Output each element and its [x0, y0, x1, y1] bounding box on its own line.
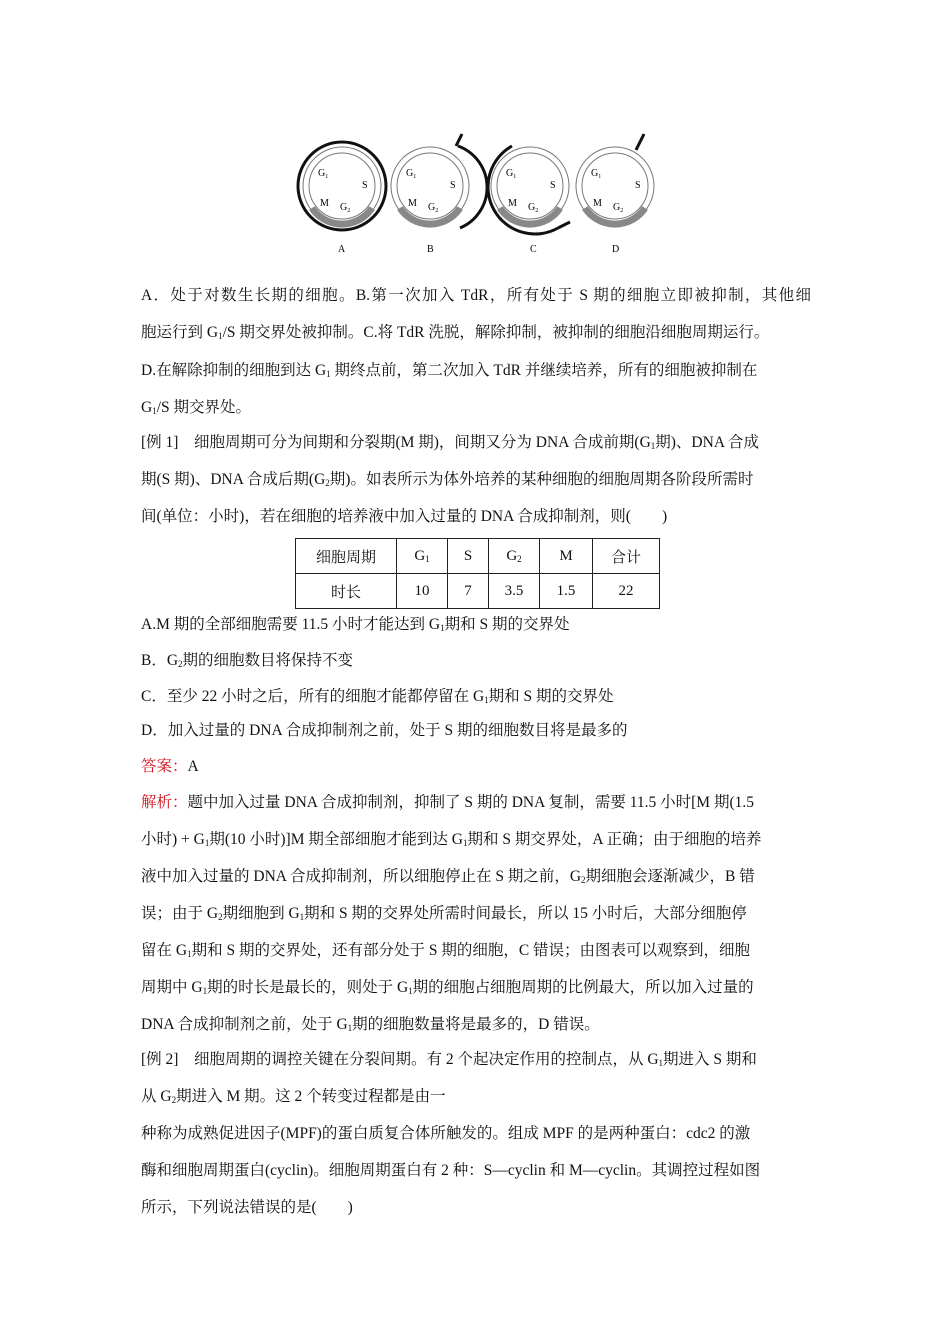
table-cell: 3.5 — [489, 574, 540, 609]
label-s: S — [550, 180, 556, 191]
table-cell: M — [540, 539, 593, 574]
answer-label: 答案： — [141, 758, 188, 775]
panel-label-c: C — [530, 244, 537, 255]
label-s: S — [635, 180, 641, 191]
panel-a-diagram — [298, 142, 386, 255]
cell-cycle-table — [295, 538, 660, 609]
label-m: M — [408, 198, 417, 209]
label-g2: $G_2$ — [428, 202, 439, 214]
table-cell: 细胞周期 — [296, 539, 397, 574]
table-cell: 10 — [397, 574, 448, 609]
example2-line-3: 种称为成熟促进因子(MPF)的蛋白质复合体所触发的。组成 MPF 的是两种蛋白：cdc2 的激 — [141, 1125, 751, 1142]
label-g2: $G_2$ — [340, 202, 351, 214]
label-g1: $G_1$ — [506, 168, 517, 180]
label-g1: $G_1$ — [591, 168, 602, 180]
label-g1-subscript: 1 — [413, 174, 417, 180]
analysis-line-6: 周期中 $G_1$期的时长是最长的，则处于 $G_1$期的细胞占细胞周期的比例最大，所以加入过量的 — [141, 979, 754, 996]
panel-label-a: A — [338, 244, 346, 255]
analysis-line-5: 留在 $G_1$期和 S 期的交界处，还有部分处于 S 期的细胞，C 错误；由图表可以观察到，细胞 — [141, 942, 751, 959]
table-header-row — [296, 539, 660, 574]
label-g2: $G_2$ — [613, 202, 624, 214]
label-m: M — [320, 198, 329, 209]
label-g1-subscript: 1 — [325, 174, 329, 180]
table-cell: S — [448, 539, 489, 574]
panel-label-b: B — [427, 244, 434, 255]
option-a: A.M 期的全部细胞需要 11.5 小时才能达到 $G_1$期和 S 期的交界处 — [141, 616, 570, 633]
intro-line-4: $G_1/S$ 期交界处。 — [141, 399, 252, 416]
label-g1: $G_1$ — [318, 168, 329, 180]
label-m: M — [593, 198, 602, 209]
analysis-line-3: 液中加入过量的 DNA 合成抑制剂，所以细胞停止在 S 期之前，$G_2$期细胞会逐渐减少，B 错 — [141, 868, 755, 885]
label-g2: $G_2$ — [528, 202, 539, 214]
analysis-line-2: 小时) + $G_1$期(10 小时)]M 期全部细胞才能到达 $G_1$期和 S 期交界处，A 正确；由于细胞的培养 — [141, 831, 762, 848]
label-g2-subscript: 2 — [435, 208, 439, 214]
table-cell: 时长 — [296, 574, 397, 609]
panel-b-diagram — [394, 134, 487, 255]
label-m: M — [508, 198, 517, 209]
intro-line-2: 胞运行到 $G_1/S$ 期交界处被抑制。C.将 TdR 洗脱，解除抑制，被抑制的细胞沿细胞周期运行。 — [141, 324, 770, 341]
cell-cycle-figure — [290, 128, 670, 258]
example2-line-4: 酶和细胞周期蛋白(cyclin)。细胞周期蛋白有 2 种：S—cyclin 和 M—cyclin。其调控过程如图 — [141, 1162, 761, 1179]
example1-line-3: 间(单位：小时)，若在细胞的培养液中加入过量的 DNA 合成抑制剂，则( ) — [141, 508, 668, 525]
label-g2-subscript: 2 — [347, 208, 351, 214]
table-cell: $G_2$ — [489, 539, 540, 574]
label-g1-subscript: 1 — [598, 174, 602, 180]
analysis-line-4: 误；由于 $G_2$期细胞到 $G_1$期和 S 期的交界处所需时间最长，所以 15 小时后，大部分细胞停 — [141, 905, 747, 922]
table-cell: 合计 — [593, 539, 660, 574]
answer — [141, 757, 199, 777]
option-c: C．至少 22 小时之后，所有的细胞才能都停留在 $G_1$期和 S 期的交界处 — [141, 688, 614, 705]
example2-line-2: 从 $G_2$期进入 M 期。这 2 个转变过程都是由一 — [141, 1088, 446, 1105]
analysis-label: 解析： — [141, 794, 188, 811]
example1-line-1: [例 1] 细胞周期可分为间期和分裂期(M 期)，间期又分为 DNA 合成前期($G_1$期)、DNA 合成 — [141, 434, 760, 451]
panel-label-d: D — [612, 244, 620, 255]
table-row — [296, 574, 660, 609]
label-g1: $G_1$ — [406, 168, 417, 180]
table-cell: 7 — [448, 574, 489, 609]
label-s: S — [450, 180, 456, 191]
example2-line-1: [例 2] 细胞周期的调控关键在分裂间期。有 2 个起决定作用的控制点，从 $G_1$期进入 S 期和 — [141, 1051, 757, 1068]
analysis-line-1: 解析：题中加入过量 DNA 合成抑制剂，抑制了 S 期的 DNA 复制，需要 11.5 小时[M 期(1.5 — [141, 794, 754, 811]
table-cell: 1.5 — [540, 574, 593, 609]
analysis-line-7: DNA 合成抑制剂之前，处于 $G_1$期的细胞数量将是最多的，D 错误。 — [141, 1016, 600, 1033]
panel-d-diagram — [579, 134, 651, 255]
example1-line-2: 期(S 期)、DNA 合成后期($G_2$期)。如表所示为体外培养的某种细胞的细胞周期各阶段所需时 — [141, 471, 754, 488]
table-cell: 22 — [593, 574, 660, 609]
label-g2-subscript: 2 — [620, 208, 624, 214]
intro-line-1: A．处于对数生长期的细胞。B.第一次加入 TdR，所有处于 S 期的细胞立即被抑制，其他细 — [141, 287, 811, 304]
answer-value: A — [187, 758, 199, 775]
label-g1-subscript: 1 — [513, 174, 517, 180]
label-g2-subscript: 2 — [535, 208, 539, 214]
label-s: S — [362, 180, 368, 191]
option-b: B．$G_2$期的细胞数目将保持不变 — [141, 652, 354, 669]
intro-line-3: D.在解除抑制的细胞到达 $G_1$ 期终点前，第二次加入 TdR 并继续培养，所有的细胞被抑制在 — [141, 362, 758, 379]
panel-c-diagram — [488, 146, 570, 255]
option-d: D．加入过量的 DNA 合成抑制剂之前，处于 S 期的细胞数目将是最多的 — [141, 722, 628, 739]
example2-line-5: 所示，下列说法错误的是( ) — [141, 1199, 353, 1216]
table-cell: $G_1$ — [397, 539, 448, 574]
